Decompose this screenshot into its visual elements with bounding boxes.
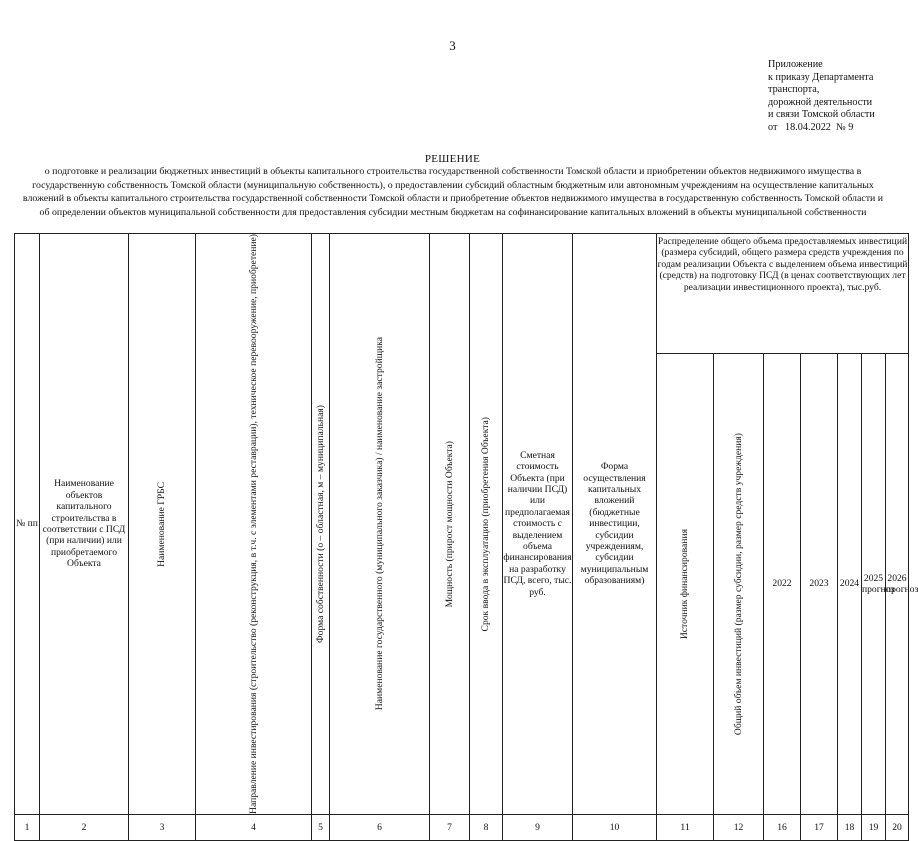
header-commission-date-text: Срок ввода в эксплуатацию (приобретения Объекта) bbox=[480, 416, 492, 632]
appendix-line: от 18.04.2022 № 9 bbox=[768, 121, 854, 133]
column-number: 20 bbox=[886, 814, 909, 840]
header-grbs-text: Наименование ГРБС bbox=[156, 481, 168, 567]
header-direction-text: Направление инвестирования (строительство (реконструкция, в т.ч. с элементами реставрации), техническое перевооружение, приобретение) bbox=[247, 234, 259, 814]
header-year-2024: 2024 bbox=[838, 354, 862, 815]
header-total-volume bbox=[714, 354, 764, 815]
header-ownership bbox=[312, 234, 330, 815]
header-customer bbox=[330, 234, 430, 815]
header-year-2023: 2023 bbox=[801, 354, 838, 815]
column-number: 11 bbox=[657, 814, 714, 840]
column-number: 1 bbox=[15, 814, 40, 840]
header-direction bbox=[196, 234, 312, 815]
appendix-line: дорожной деятельности bbox=[768, 96, 873, 108]
appendix-line: к приказу Департамента bbox=[768, 71, 874, 83]
header-total-volume-text: Общий объем инвестиций (размер субсидии, размер средств учреждения) bbox=[732, 432, 744, 736]
column-number: 18 bbox=[838, 814, 862, 840]
column-number: 19 bbox=[862, 814, 886, 840]
column-number: 7 bbox=[430, 814, 470, 840]
header-grbs bbox=[129, 234, 196, 815]
column-number: 3 bbox=[129, 814, 196, 840]
header-number: № пп bbox=[15, 234, 40, 815]
column-number: 17 bbox=[801, 814, 838, 840]
column-number: 12 bbox=[714, 814, 764, 840]
column-number: 16 bbox=[764, 814, 801, 840]
header-investment-form: Форма осуществления капитальных вложений (бюджетные инвестиции, субсидии учреждениям, субсидии муниципальным образованиям) bbox=[573, 234, 657, 815]
column-number: 6 bbox=[330, 814, 430, 840]
header-commission-date bbox=[470, 234, 503, 815]
header-year-2026: 2026 прогноз bbox=[886, 354, 909, 815]
header-distribution-group: Распределение общего объема предоставляемых инвестиций (размера субсидий, общего размера средств учреждения по годам реализации Объекта с выделением объема инвестиций (средств) на подготовку ПСД (в ценах соответствующих лет реализации инвестиционного проекта), тыс.руб. bbox=[657, 234, 909, 354]
appendix-note bbox=[768, 59, 875, 135]
column-number: 4 bbox=[196, 814, 312, 840]
header-funding-source-text: Источник финансирования bbox=[679, 528, 691, 640]
header-estimated-cost: Сметная стоимость Объекта (при наличии ПСД) или предполагаемая стоимость с выделением объема финансирования на разработку ПСД, всего, тыс. руб. bbox=[503, 234, 573, 815]
header-year-2025: 2025 прогноз bbox=[862, 354, 886, 815]
appendix-line: и связи Томской области bbox=[768, 109, 875, 121]
column-number: 8 bbox=[470, 814, 503, 840]
document-subtitle: о подготовке и реализации бюджетных инвестиций в объекты капитального строительства государственной собственности Томской области и приобретении объектов недвижимого имущества в государственную собственность Томской области (муниципальную собственность), о предоставлении субсидий областным бюджетным или автономным учреждениям на осуществление капитальных вложений в объекты капитального строительства государственной собственности Томской области и приобретение объектов недвижимого имущества в государственную собственность Томской области и об определении объектов муниципальной собственности для предоставления субсидии местным бюджетам на софинансирование капитальных вложений в объекты муниципальной собственности bbox=[22, 166, 884, 218]
header-year-2022: 2022 bbox=[764, 354, 801, 815]
appendix-line: Приложение bbox=[768, 59, 823, 70]
header-capacity bbox=[430, 234, 470, 815]
investment-table bbox=[14, 233, 918, 841]
column-number: 5 bbox=[312, 814, 330, 840]
document-title: РЕШЕНИЕ bbox=[424, 153, 481, 165]
header-funding-source bbox=[657, 354, 714, 815]
header-ownership-text: Форма собственности (о – областная, м – муниципальная) bbox=[314, 405, 326, 643]
header-capacity-text: Мощность (прирост мощности Объекта) bbox=[443, 440, 455, 608]
header-customer-text: Наименование государственного (муниципального заказчика) / наименование застройщика bbox=[373, 337, 385, 711]
appendix-line: транспорта, bbox=[768, 84, 820, 96]
column-number: 2 bbox=[40, 814, 129, 840]
page-number: 3 bbox=[449, 38, 456, 53]
column-number: 9 bbox=[503, 814, 573, 840]
header-object-name: Наименование объектов капитального строительства в соответствии с ПСД (при наличии) или приобретаемого Объекта bbox=[40, 234, 129, 815]
column-number: 10 bbox=[573, 814, 657, 840]
